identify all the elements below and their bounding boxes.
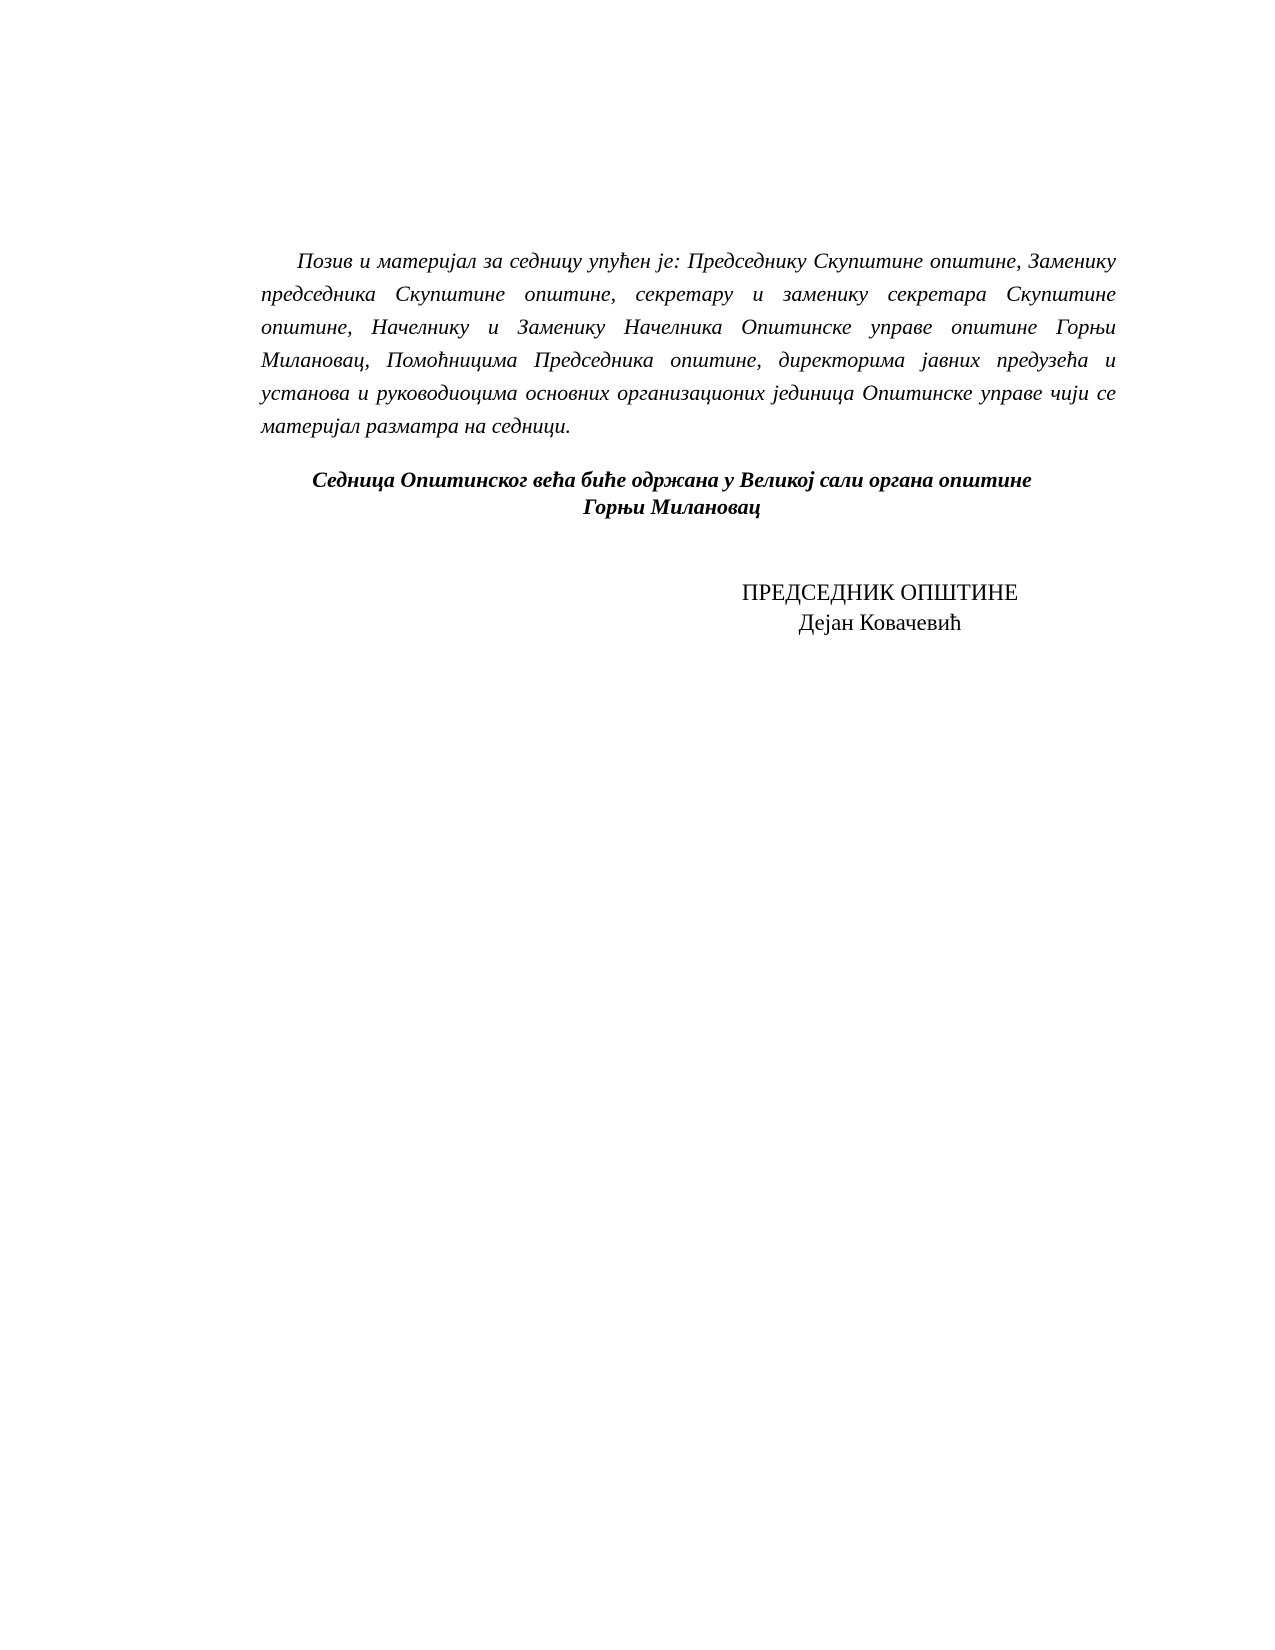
document-body xyxy=(261,244,1116,519)
invitation-distribution-paragraph: Позив и материјал за седницу упућен је: Председнику Скупштине општине, Заменику председника Скупштине општине, секретару и заменику секретара Скупштине општине, Начелнику и Заменику Начелника Општинске управе општине Горњи Милановац, Помоћницима Председника општине, директорима јавних предузећа и установа и руководиоцима основних организационих јединица Општинске управе чији се материјал разматра на седници. xyxy=(261,248,1116,438)
signatory-name: Дејан Ковачевић xyxy=(798,610,962,635)
signatory-title: ПРЕДСЕДНИК ОПШТИНЕ xyxy=(741,580,1019,605)
session-notice-line-2: Горњи Милановац xyxy=(583,494,761,519)
signature-block xyxy=(700,578,1060,638)
session-notice xyxy=(261,466,1083,520)
session-notice-line-1: Седница Општинског већа биће одржана у Великој сали органа општине xyxy=(312,467,1032,492)
